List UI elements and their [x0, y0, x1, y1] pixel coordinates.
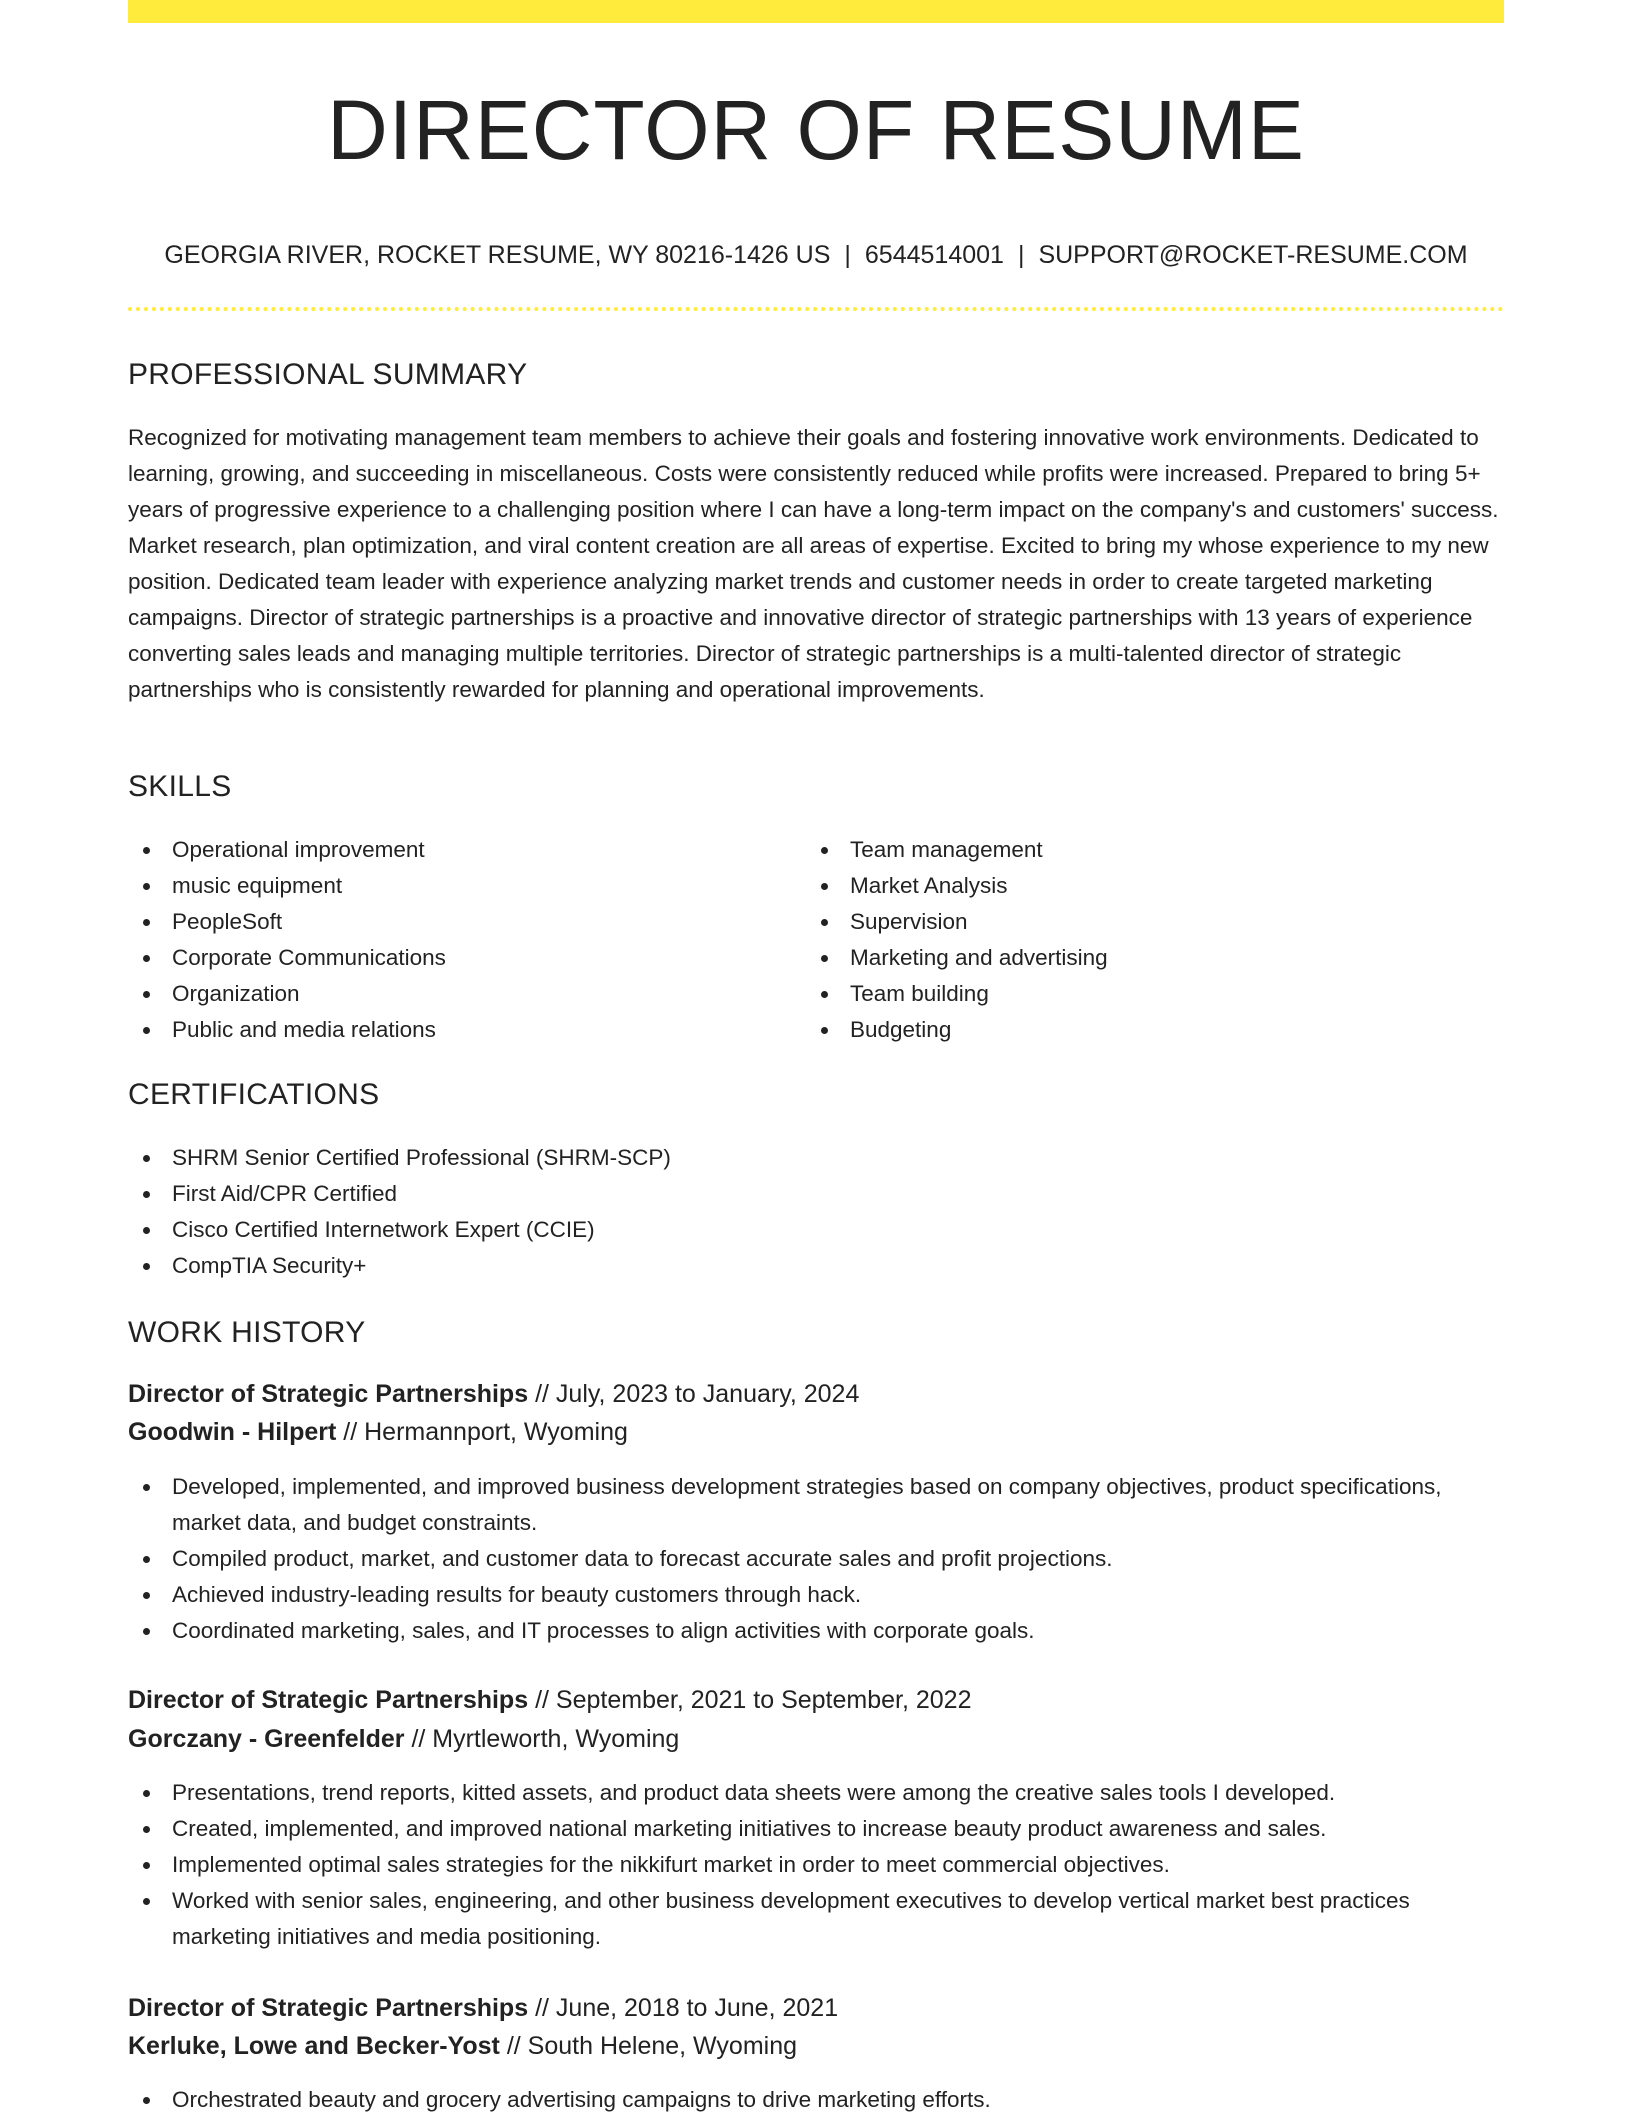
skills-heading: SKILLS: [128, 770, 232, 803]
skill-item: Budgeting: [806, 1012, 1466, 1048]
candidate-name: DIRECTOR OF RESUME: [327, 83, 1305, 177]
contact-separator: |: [844, 241, 851, 269]
header-accent-bar: [128, 0, 1504, 23]
skill-item: Team management: [806, 832, 1466, 868]
skill-item: music equipment: [128, 868, 788, 904]
job-bullet: Achieved industry-leading results for beauty customers through hack.: [128, 1577, 1504, 1613]
job-dates: // July, 2023 to January, 2024: [535, 1380, 860, 1408]
certification-item: CompTIA Security+: [128, 1248, 1504, 1284]
work-history-heading: WORK HISTORY: [128, 1316, 366, 1349]
summary-heading: PROFESSIONAL SUMMARY: [128, 358, 528, 391]
job-company-line: [128, 2027, 797, 2065]
skill-item: Market Analysis: [806, 868, 1466, 904]
job-bullet: Orchestrated beauty and grocery advertising campaigns to drive marketing efforts.: [128, 2082, 1504, 2112]
job-bullets: [128, 2082, 1504, 2112]
job-bullets: [128, 1775, 1504, 1955]
contact-separator: |: [1017, 241, 1025, 269]
skill-item: PeopleSoft: [128, 904, 788, 940]
certifications-list: [128, 1140, 1504, 1284]
skill-item: Supervision: [806, 904, 1466, 940]
job-role: Director of Strategic Partnerships: [128, 1686, 529, 1714]
job-company-line: [128, 1413, 628, 1451]
job-dates: // June, 2018 to June, 2021: [535, 1994, 839, 2022]
skill-item: Marketing and advertising: [806, 940, 1466, 976]
job-company: Gorczany - Greenfelder: [128, 1725, 405, 1753]
job-location: // Hermannport, Wyoming: [343, 1418, 628, 1446]
job-bullet: Created, implemented, and improved national marketing initiatives to increase beauty product awareness and sales.: [128, 1811, 1504, 1847]
summary-text: Recognized for motivating management team members to achieve their goals and fostering innovative work environments. Dedicated to learning, growing, and succeeding in miscellaneous. Costs were consistently reduced while profits were increased. Prepared to bring 5+ years of progressive experience to a challenging position where I can have a long-term impact on the company's and customers' success. Market research, plan optimization, and viral content creation are all areas of expertise. Excited to bring my whose experience to my new position. Dedicated team leader with experience analyzing market trends and customer needs in order to create targeted marketing campaigns. Director of strategic partnerships is a proactive and innovative director of strategic partnerships with 13 years of experience converting sales leads and managing multiple territories. Director of strategic partnerships is a multi-talented director of strategic partnerships who is consistently rewarded for planning and operational improvements.: [128, 425, 1499, 702]
contact-phone: 6544514001: [864, 241, 1004, 269]
contact-address: GEORGIA RIVER, ROCKET RESUME, WY 80216-1426 US: [164, 241, 831, 269]
job-bullets: [128, 1469, 1504, 1649]
job-title-line: [128, 1681, 972, 1719]
job-title-line: [128, 1375, 859, 1413]
job-bullet: Presentations, trend reports, kitted assets, and product data sheets were among the creative sales tools I developed.: [128, 1775, 1504, 1811]
job-bullet: Implemented optimal sales strategies for the nikkifurt market in order to meet commercial objectives.: [128, 1847, 1504, 1883]
job-bullet: Compiled product, market, and customer data to forecast accurate sales and profit projections.: [128, 1541, 1504, 1577]
skill-item: Public and media relations: [128, 1012, 788, 1048]
certifications-heading: CERTIFICATIONS: [128, 1078, 380, 1111]
job-role: Director of Strategic Partnerships: [128, 1994, 529, 2022]
certification-item: SHRM Senior Certified Professional (SHRM-SCP): [128, 1140, 1504, 1176]
skills-list-left: [128, 832, 788, 1048]
job-company: Goodwin - Hilpert: [128, 1418, 337, 1446]
skill-item: Operational improvement: [128, 832, 788, 868]
certification-item: Cisco Certified Internetwork Expert (CCIE): [128, 1212, 1504, 1248]
job-title-line: [128, 1989, 838, 2027]
job-location: // Myrtleworth, Wyoming: [411, 1725, 680, 1753]
job-dates: // September, 2021 to September, 2022: [535, 1686, 972, 1714]
certification-item: First Aid/CPR Certified: [128, 1176, 1504, 1212]
skill-item: Organization: [128, 976, 788, 1012]
job-company: Kerluke, Lowe and Becker-Yost: [128, 2032, 500, 2060]
job-role: Director of Strategic Partnerships: [128, 1380, 529, 1408]
job-bullet: Developed, implemented, and improved business development strategies based on company objectives, product specifications, market data, and budget constraints.: [128, 1469, 1504, 1541]
contact-line: [128, 238, 1504, 272]
job-bullet: Coordinated marketing, sales, and IT processes to align activities with corporate goals.: [128, 1613, 1504, 1649]
job-company-line: [128, 1720, 679, 1758]
job-location: // South Helene, Wyoming: [506, 2032, 798, 2060]
job-bullet: Worked with senior sales, engineering, and other business development executives to develop vertical market best practices marketing initiatives and media positioning.: [128, 1883, 1504, 1955]
skills-list-right: [806, 832, 1466, 1048]
skill-item: Team building: [806, 976, 1466, 1012]
skill-item: Corporate Communications: [128, 940, 788, 976]
contact-email[interactable]: SUPPORT@ROCKET-RESUME.COM: [1038, 241, 1468, 269]
header-divider: [128, 307, 1504, 311]
